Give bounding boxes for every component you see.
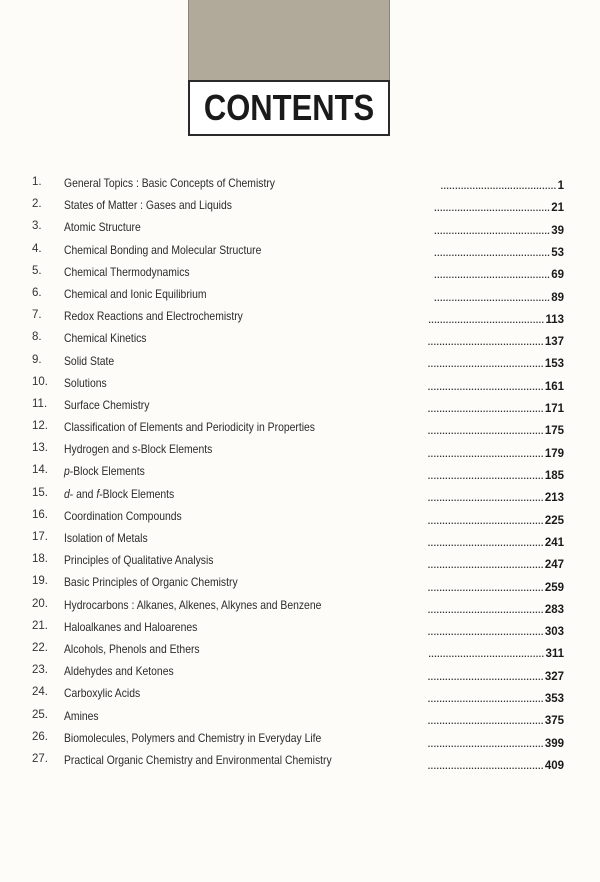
chapter-number: 3. <box>32 220 42 233</box>
page-number: 69 <box>551 269 564 282</box>
page-leader <box>427 759 564 772</box>
header-gray-panel <box>188 0 390 82</box>
chapter-number: 27. <box>32 752 48 765</box>
chapter-number: 26. <box>32 730 48 743</box>
leader-dots: ........................................ <box>428 649 545 660</box>
page-leader <box>434 224 564 237</box>
toc-entry[interactable] <box>0 731 600 753</box>
toc-entry[interactable] <box>0 442 600 464</box>
leader-dots: ........................................ <box>427 738 544 749</box>
page-leader <box>427 403 564 416</box>
chapter-number: 7. <box>32 309 42 322</box>
leader-dots: ........................................ <box>427 515 544 526</box>
page-number: 21 <box>551 202 564 215</box>
toc-entry[interactable] <box>0 420 600 442</box>
leader-dots: ........................................ <box>427 582 544 593</box>
leader-dots: ........................................ <box>427 337 544 348</box>
chapter-title[interactable]: States of Matter : Gases and Liquids <box>64 198 232 213</box>
leader-dots: ........................................ <box>427 381 544 392</box>
leader-dots: ........................................ <box>428 314 545 325</box>
chapter-number: 15. <box>32 486 48 499</box>
chapter-number: 14. <box>32 464 48 477</box>
leader-dots: ........................................ <box>434 270 551 281</box>
page-number: 283 <box>544 603 564 616</box>
chapter-title[interactable]: General Topics : Basic Concepts of Chemistry <box>64 176 275 190</box>
page-number: 53 <box>551 246 564 259</box>
toc-entry[interactable] <box>0 753 600 775</box>
chapter-title[interactable]: Classification of Elements and Periodicity in Properties <box>64 420 316 435</box>
toc-entry[interactable] <box>0 464 600 486</box>
title-part: Hydrogen and <box>64 442 133 457</box>
chapter-title[interactable]: Basic Principles of Organic Chemistry <box>64 575 238 590</box>
toc-entry[interactable] <box>0 354 600 376</box>
page-number: 179 <box>544 447 564 460</box>
toc-entry[interactable] <box>0 398 600 420</box>
leader-dots: ........................................ <box>434 247 551 258</box>
contents-header <box>188 0 390 136</box>
toc-entry[interactable] <box>0 198 600 220</box>
toc-entry[interactable] <box>0 709 600 731</box>
leader-dots: ........................................ <box>434 225 551 236</box>
toc-entry[interactable] <box>0 553 600 575</box>
page-leader <box>427 536 564 549</box>
page-leader <box>427 603 564 616</box>
chapter-title[interactable]: Chemical Kinetics <box>64 331 147 346</box>
leader-dots: ........................................ <box>427 716 544 727</box>
page-leader <box>427 693 564 706</box>
toc-entry[interactable] <box>0 664 600 686</box>
chapter-title[interactable]: Solutions <box>64 375 107 390</box>
toc-entry[interactable] <box>0 331 600 353</box>
page-number: 153 <box>544 358 564 371</box>
toc-entry[interactable] <box>0 620 600 642</box>
page-leader <box>434 246 564 259</box>
chapter-number: 21. <box>32 619 48 632</box>
page-leader <box>440 180 564 192</box>
page-leader <box>427 559 564 572</box>
leader-dots: ........................................ <box>434 203 551 214</box>
chapter-title[interactable]: Chemical Thermodynamics <box>64 264 190 279</box>
chapter-title[interactable]: Solid State <box>64 353 115 368</box>
page-number: 113 <box>545 313 564 326</box>
leader-dots: ........................................ <box>427 359 544 370</box>
italic-letter: p <box>64 464 70 479</box>
toc-entry[interactable] <box>0 176 600 198</box>
page-leader <box>427 358 564 371</box>
leader-dots: ........................................ <box>427 426 544 437</box>
chapter-title[interactable]: Hydrocarbons : Alkanes, Alkenes, Alkynes and Benzene <box>64 597 322 612</box>
chapter-number: 22. <box>32 641 48 654</box>
leader-dots: ........................................ <box>427 404 544 415</box>
page-number: 259 <box>544 581 564 594</box>
page-leader <box>434 291 564 304</box>
leader-dots: ........................................ <box>427 470 544 481</box>
page-number: 311 <box>545 648 564 661</box>
page-leader <box>427 380 564 393</box>
toc-entry[interactable] <box>0 243 600 265</box>
page-leader <box>434 202 564 215</box>
title-part: - and <box>69 486 97 501</box>
title-part: -Block Elements <box>69 464 145 479</box>
page-number: 399 <box>544 737 564 750</box>
leader-dots: ........................................ <box>440 181 557 191</box>
leader-dots: ........................................ <box>427 493 544 504</box>
chapter-number: 8. <box>32 331 42 344</box>
page-number: 171 <box>544 403 564 416</box>
page-number: 353 <box>544 693 564 706</box>
chapter-title[interactable]: Isolation of Metals <box>64 531 148 545</box>
chapter-number: 16. <box>32 508 48 521</box>
chapter-number: 6. <box>32 286 42 299</box>
page-leader <box>427 336 564 349</box>
chapter-title[interactable]: Chemical and Ionic Equilibrium <box>64 286 207 301</box>
chapter-number: 13. <box>32 442 48 455</box>
page-number: 1 <box>557 180 564 192</box>
chapter-title[interactable]: Coordination Compounds <box>64 508 182 523</box>
chapter-title[interactable]: Redox Reactions and Electrochemistry <box>64 309 243 324</box>
toc-entry[interactable] <box>0 287 600 309</box>
title-part: -Block Elements <box>99 486 175 501</box>
page-number: 213 <box>544 492 564 505</box>
chapter-title[interactable] <box>64 442 212 456</box>
page-leader <box>434 269 564 282</box>
toc-entry[interactable] <box>0 598 600 620</box>
page-leader <box>427 514 564 527</box>
page-leader <box>427 715 564 728</box>
leader-dots: ........................................ <box>427 604 544 615</box>
chapter-title[interactable]: Chemical Bonding and Molecular Structure <box>64 242 262 257</box>
title-part: -Block Elements <box>137 442 213 457</box>
page-number: 39 <box>551 224 564 237</box>
page-leader <box>427 469 564 482</box>
toc-entry[interactable] <box>0 309 600 331</box>
chapter-number: 17. <box>32 531 48 543</box>
chapter-title[interactable]: Aldehydes and Ketones <box>64 664 174 679</box>
page-leader <box>427 425 564 438</box>
chapter-title[interactable]: Biomolecules, Polymers and Chemistry in Everyday Life <box>64 730 322 745</box>
leader-dots: ........................................ <box>434 292 551 303</box>
leader-dots: ........................................ <box>427 760 544 771</box>
page-leader <box>427 492 564 505</box>
page-number: 303 <box>544 626 564 639</box>
chapter-number: 18. <box>32 553 48 566</box>
leader-dots: ........................................ <box>427 627 544 638</box>
chapter-title[interactable] <box>64 464 145 478</box>
toc-entry[interactable] <box>0 220 600 242</box>
italic-letter: f <box>96 486 100 501</box>
chapter-number: 12. <box>32 420 48 433</box>
chapter-number: 10. <box>32 375 48 388</box>
page-number: 161 <box>544 380 564 393</box>
chapter-number: 11. <box>32 397 48 410</box>
italic-letter: s <box>132 442 138 457</box>
chapter-title[interactable]: Surface Chemistry <box>64 397 150 412</box>
chapter-number: 24. <box>32 686 48 699</box>
chapter-number: 9. <box>32 353 42 366</box>
title-band <box>188 80 390 136</box>
chapter-number: 23. <box>32 664 48 677</box>
chapter-title[interactable]: Carboxylic Acids <box>64 686 141 701</box>
leader-dots: ........................................ <box>427 671 544 682</box>
leader-dots: ........................................ <box>427 537 544 548</box>
page-title: CONTENTS <box>203 87 375 128</box>
page-number: 185 <box>544 469 564 482</box>
leader-dots: ........................................ <box>427 560 544 571</box>
page-number: 137 <box>544 336 564 349</box>
page-number: 247 <box>544 559 564 572</box>
leader-dots: ........................................ <box>427 448 544 459</box>
page-number: 375 <box>544 715 564 728</box>
page-leader <box>427 737 564 750</box>
toc-entry[interactable] <box>0 265 600 287</box>
page-number: 89 <box>551 291 564 304</box>
chapter-title[interactable]: Atomic Structure <box>64 220 141 235</box>
chapter-number: 4. <box>32 242 42 255</box>
page-number: 225 <box>544 514 564 527</box>
page-leader <box>427 447 564 460</box>
page-number: 175 <box>544 425 564 438</box>
toc-entry[interactable] <box>0 376 600 398</box>
toc-entry[interactable] <box>0 487 600 509</box>
chapter-title[interactable]: Alcohols, Phenols and Ethers <box>64 641 200 656</box>
chapter-number: 20. <box>32 597 48 610</box>
chapter-number: 5. <box>32 264 42 277</box>
toc-entry[interactable] <box>0 575 600 597</box>
page-leader <box>427 626 564 639</box>
chapter-number: 1. <box>32 176 42 188</box>
chapter-number: 2. <box>32 198 42 211</box>
toc-entry[interactable] <box>0 642 600 664</box>
chapter-title[interactable]: Amines <box>64 708 99 723</box>
page-leader <box>427 670 564 683</box>
chapter-title[interactable]: Principles of Qualitative Analysis <box>64 553 214 568</box>
page-leader <box>428 648 564 661</box>
toc-entry[interactable] <box>0 531 600 553</box>
table-of-contents <box>0 176 600 775</box>
chapter-title[interactable]: Practical Organic Chemistry and Environmental Chemistry <box>64 752 332 767</box>
chapter-title[interactable] <box>64 487 174 501</box>
chapter-title[interactable]: Haloalkanes and Haloarenes <box>64 619 198 634</box>
italic-letter: d <box>64 486 70 501</box>
toc-entry[interactable] <box>0 686 600 708</box>
chapter-number: 19. <box>32 575 48 588</box>
page-number: 241 <box>544 536 564 549</box>
page-number: 409 <box>544 759 564 772</box>
chapter-number: 25. <box>32 708 48 721</box>
toc-entry[interactable] <box>0 509 600 531</box>
page-number: 327 <box>544 670 564 683</box>
page-leader <box>427 581 564 594</box>
page-leader <box>428 313 564 326</box>
leader-dots: ........................................ <box>427 694 544 705</box>
